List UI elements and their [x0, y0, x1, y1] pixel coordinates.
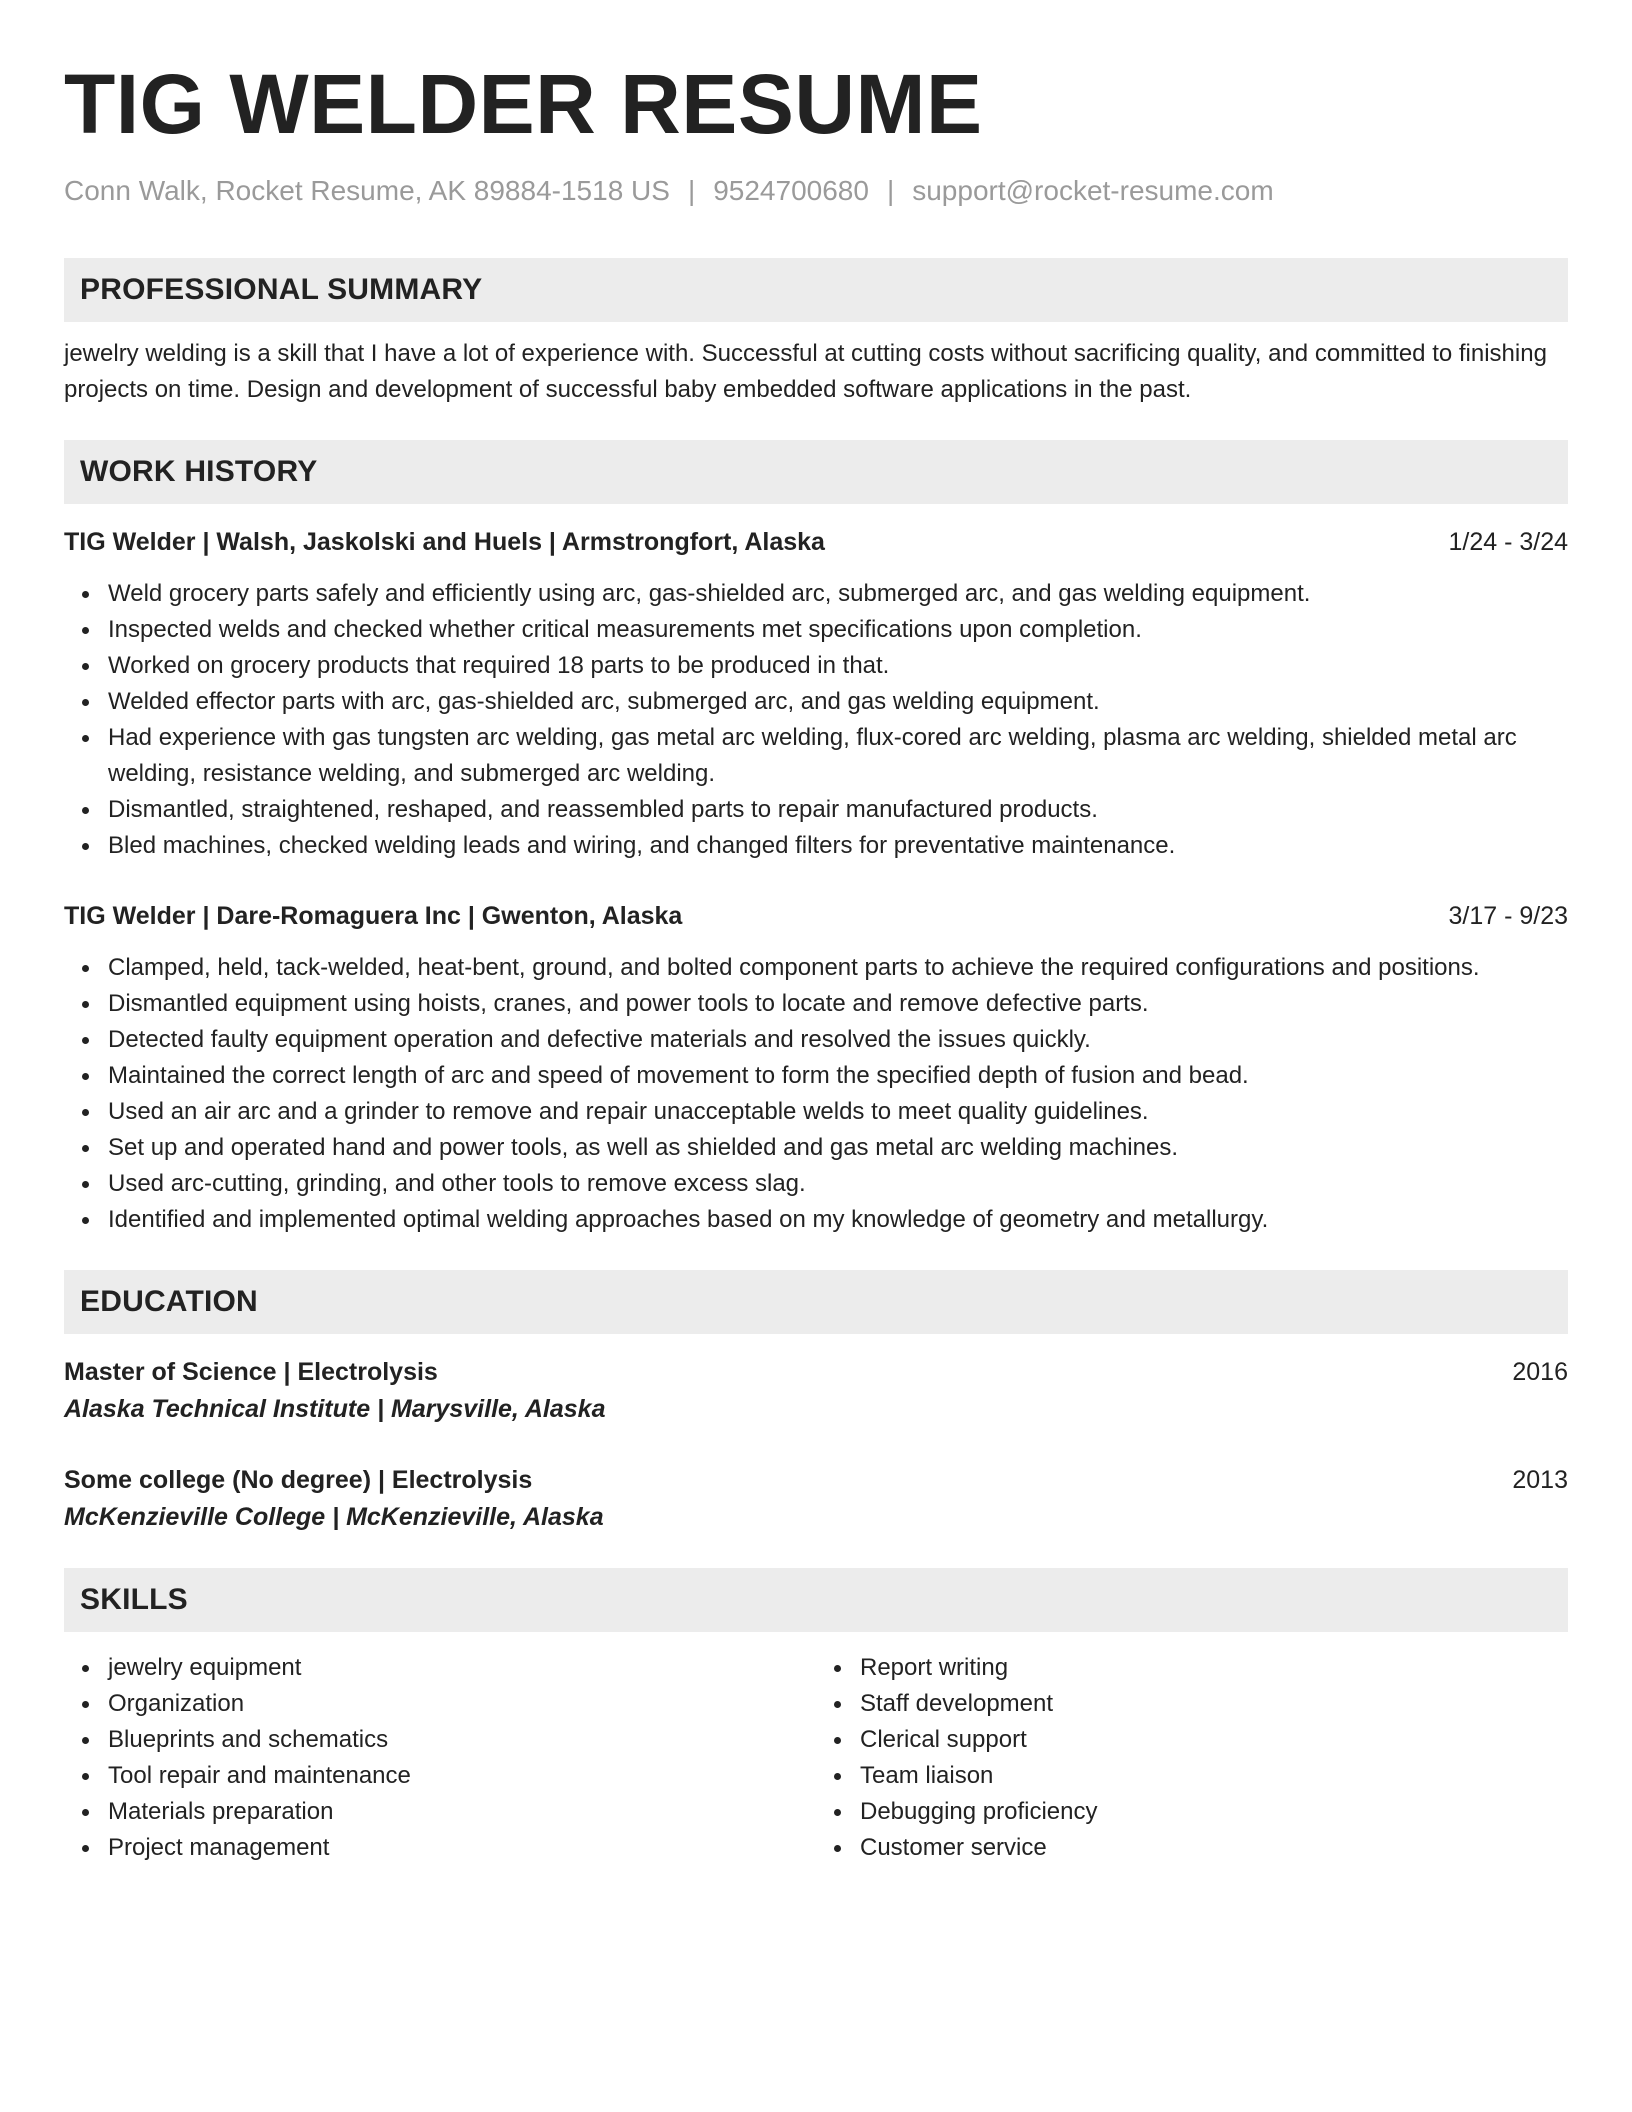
skill-item: Blueprints and schematics: [108, 1722, 816, 1758]
skill-item: Customer service: [860, 1830, 1568, 1866]
skill-item: Staff development: [860, 1686, 1568, 1722]
education-year: 2016: [1512, 1357, 1568, 1386]
skill-item: Debugging proficiency: [860, 1794, 1568, 1830]
education-year: 2013: [1512, 1465, 1568, 1494]
skill-item: Organization: [108, 1686, 816, 1722]
skill-item: Tool repair and maintenance: [108, 1758, 816, 1794]
job-bullet: Dismantled, straightened, reshaped, and reassembled parts to repair manufactured products.: [108, 792, 1568, 828]
section-header-work-history: WORK HISTORY: [64, 440, 1568, 504]
section-header-summary: PROFESSIONAL SUMMARY: [64, 258, 1568, 322]
skill-item: Materials preparation: [108, 1794, 816, 1830]
skills-column-right: [816, 1650, 1568, 1866]
education-degree: Master of Science | Electrolysis: [64, 1357, 438, 1386]
section-header-skills: SKILLS: [64, 1568, 1568, 1632]
job-bullet: Bled machines, checked welding leads and wiring, and changed filters for preventative maintenance.: [108, 828, 1568, 864]
job-bullet: Identified and implemented optimal welding approaches based on my knowledge of geometry and metallurgy.: [108, 1202, 1568, 1238]
section-header-education: EDUCATION: [64, 1270, 1568, 1334]
skill-item: Project management: [108, 1830, 816, 1866]
job-dates: 1/24 - 3/24: [1448, 527, 1568, 556]
job-bullet: Clamped, held, tack-welded, heat-bent, ground, and bolted component parts to achieve the required configurations and positions.: [108, 950, 1568, 986]
contact-line: [64, 174, 1568, 208]
job-bullet: Set up and operated hand and power tools, as well as shielded and gas metal arc welding machines.: [108, 1130, 1568, 1166]
job-title: TIG Welder | Dare-Romaguera Inc | Gwenton, Alaska: [64, 901, 683, 930]
education-entry: [64, 1354, 1568, 1428]
job-entry: [64, 898, 1568, 1238]
contact-phone: 9524700680: [713, 175, 869, 206]
skill-item: jewelry equipment: [108, 1650, 816, 1686]
job-header: [64, 524, 1568, 560]
skill-item: Report writing: [860, 1650, 1568, 1686]
job-bullet: Detected faulty equipment operation and defective materials and resolved the issues quickly.: [108, 1022, 1568, 1058]
education-degree: Some college (No degree) | Electrolysis: [64, 1465, 533, 1494]
education-header: [64, 1462, 1568, 1498]
skill-item: Team liaison: [860, 1758, 1568, 1794]
job-bullets: [64, 950, 1568, 1238]
job-dates: 3/17 - 9/23: [1448, 901, 1568, 930]
summary-text: jewelry welding is a skill that I have a lot of experience with. Successful at cutting costs without sacrificing quality, and committed to finishing projects on time. Design and development of successful baby embedded software applications in the past.: [64, 339, 1547, 403]
job-title: TIG Welder | Walsh, Jaskolski and Huels | Armstrongfort, Alaska: [64, 527, 825, 556]
contact-separator: |: [886, 175, 895, 206]
job-bullet: Weld grocery parts safely and efficiently using arc, gas-shielded arc, submerged arc, and gas welding equipment.: [108, 576, 1568, 612]
job-bullet: Dismantled equipment using hoists, cranes, and power tools to locate and remove defective parts.: [108, 986, 1568, 1022]
job-bullets: [64, 576, 1568, 864]
education-school: Alaska Technical Institute | Marysville, Alaska: [64, 1394, 606, 1423]
job-bullet: Worked on grocery products that required 18 parts to be produced in that.: [108, 648, 1568, 684]
job-header: [64, 898, 1568, 934]
skill-item: Clerical support: [860, 1722, 1568, 1758]
job-entry: [64, 524, 1568, 864]
contact-separator: |: [687, 175, 696, 206]
job-bullet: Had experience with gas tungsten arc welding, gas metal arc welding, flux-cored arc welding, plasma arc welding, shielded metal arc welding, resistance welding, and submerged arc welding.: [108, 720, 1568, 792]
skills-column-left: [64, 1650, 816, 1866]
job-bullet: Maintained the correct length of arc and speed of movement to form the specified depth of fusion and bead.: [108, 1058, 1568, 1094]
skills-list: [64, 1650, 1568, 1866]
job-bullet: Used an air arc and a grinder to remove and repair unacceptable welds to meet quality guidelines.: [108, 1094, 1568, 1130]
education-header: [64, 1354, 1568, 1390]
contact-address: Conn Walk, Rocket Resume, AK 89884-1518 US: [64, 175, 670, 206]
job-bullet: Welded effector parts with arc, gas-shielded arc, submerged arc, and gas welding equipment.: [108, 684, 1568, 720]
contact-email: support@rocket-resume.com: [912, 175, 1274, 206]
resume-title: TIG WELDER RESUME: [64, 57, 983, 151]
education-entry: [64, 1462, 1568, 1536]
job-bullet: Used arc-cutting, grinding, and other tools to remove excess slag.: [108, 1166, 1568, 1202]
education-school: McKenzieville College | McKenzieville, Alaska: [64, 1502, 604, 1531]
job-bullet: Inspected welds and checked whether critical measurements met specifications upon completion.: [108, 612, 1568, 648]
